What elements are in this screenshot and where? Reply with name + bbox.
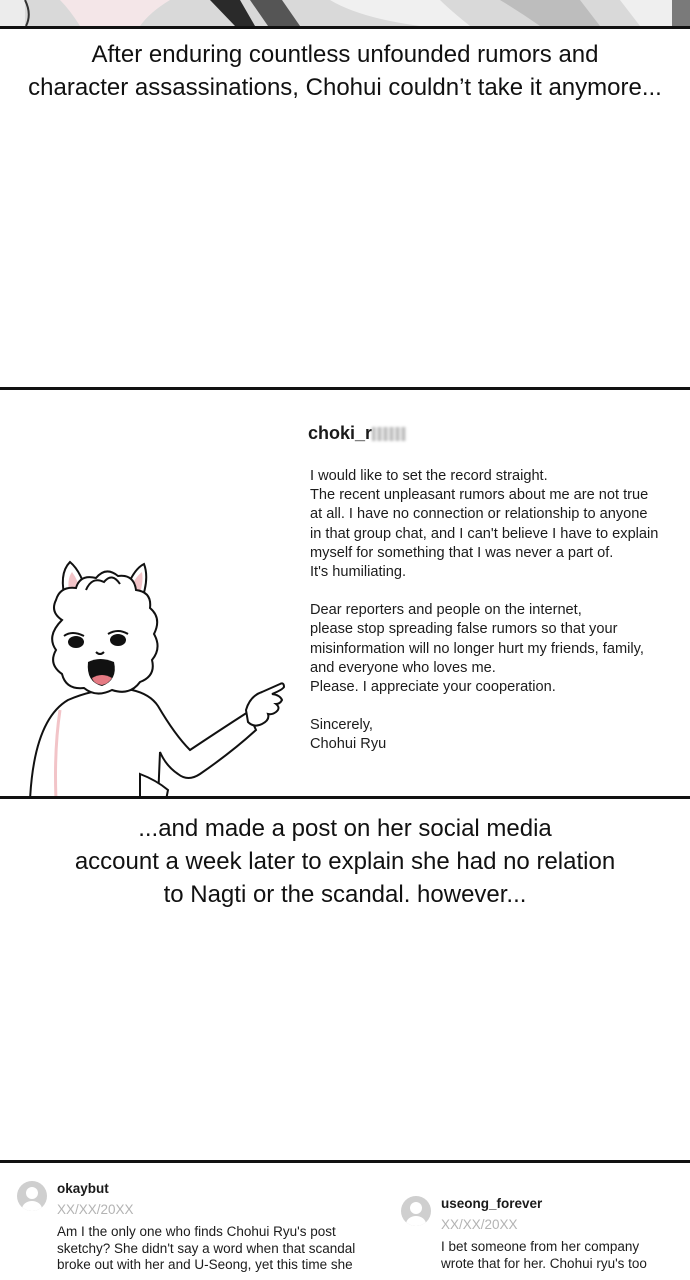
post-username-text: choki_r bbox=[308, 423, 373, 443]
paragraph-gap bbox=[310, 697, 680, 716]
previous-panel-strip bbox=[0, 0, 690, 29]
post-body bbox=[310, 467, 680, 755]
post-line: It's humiliating. bbox=[310, 564, 407, 581]
post-line: Dear reporters and people on the internet, bbox=[310, 602, 582, 619]
comment-date: XX/XX/20XX bbox=[57, 1202, 134, 1217]
caption-middle-line: to Nagti or the scandal. however... bbox=[163, 881, 527, 908]
post-line: at all. I have no connection or relationship to anyone bbox=[310, 506, 648, 523]
comment-line: I bet someone from her company bbox=[441, 1239, 640, 1254]
post-line: and everyone who loves me. bbox=[310, 659, 496, 676]
comment-text bbox=[57, 1224, 377, 1274]
comment-text bbox=[441, 1239, 690, 1272]
blurred-username-part bbox=[372, 427, 406, 441]
caption-middle-line: account a week later to explain she had no relation bbox=[74, 848, 616, 875]
post-line: in that group chat, and I can't believe I have to explain bbox=[310, 525, 659, 542]
previous-panel-art bbox=[0, 0, 690, 26]
post-line: misinformation will no longer hurt my friends, family, bbox=[310, 640, 644, 657]
post-line: Chohui Ryu bbox=[310, 736, 387, 753]
post-line: Sincerely, bbox=[310, 717, 373, 734]
comment-line: wrote that for her. Chohui ryu's too bbox=[441, 1255, 647, 1271]
social-post-panel bbox=[0, 387, 690, 799]
post-line: The recent unpleasant rumors about me are not true bbox=[310, 487, 649, 504]
comments-panel bbox=[0, 1160, 690, 1280]
comment-date: XX/XX/20XX bbox=[441, 1217, 518, 1232]
comment-username: okaybut bbox=[57, 1181, 109, 1196]
paragraph-gap bbox=[310, 582, 680, 601]
post-line: I would like to set the record straight. bbox=[310, 468, 548, 484]
caption-top-line: After enduring countless unfounded rumors and bbox=[91, 41, 599, 68]
caption-middle-line: ...and made a post on her social media bbox=[138, 815, 552, 842]
avatar-icon bbox=[401, 1196, 431, 1226]
caption-top-line: character assassinations, Chohui couldn’t take it anymore... bbox=[28, 74, 662, 101]
post-line: please stop spreading false rumors so that your bbox=[310, 621, 618, 638]
caption-top bbox=[0, 38, 690, 104]
comment-line: broke out with her and U-Seong, yet this time she bbox=[57, 1257, 353, 1272]
post-line: Please. I appreciate your cooperation. bbox=[310, 679, 556, 696]
post-line: myself for something that I was never a part of. bbox=[310, 544, 614, 561]
comment-username: useong_forever bbox=[441, 1196, 543, 1211]
caption-middle bbox=[0, 812, 690, 911]
comment-line: sketchy? She didn't say a word when that scandal bbox=[57, 1240, 356, 1256]
alpaca-mascot-illustration bbox=[0, 390, 300, 799]
comment-line: Am I the only one who finds Chohui Ryu's post bbox=[57, 1224, 336, 1239]
post-username bbox=[308, 423, 406, 444]
avatar-icon bbox=[17, 1181, 47, 1211]
